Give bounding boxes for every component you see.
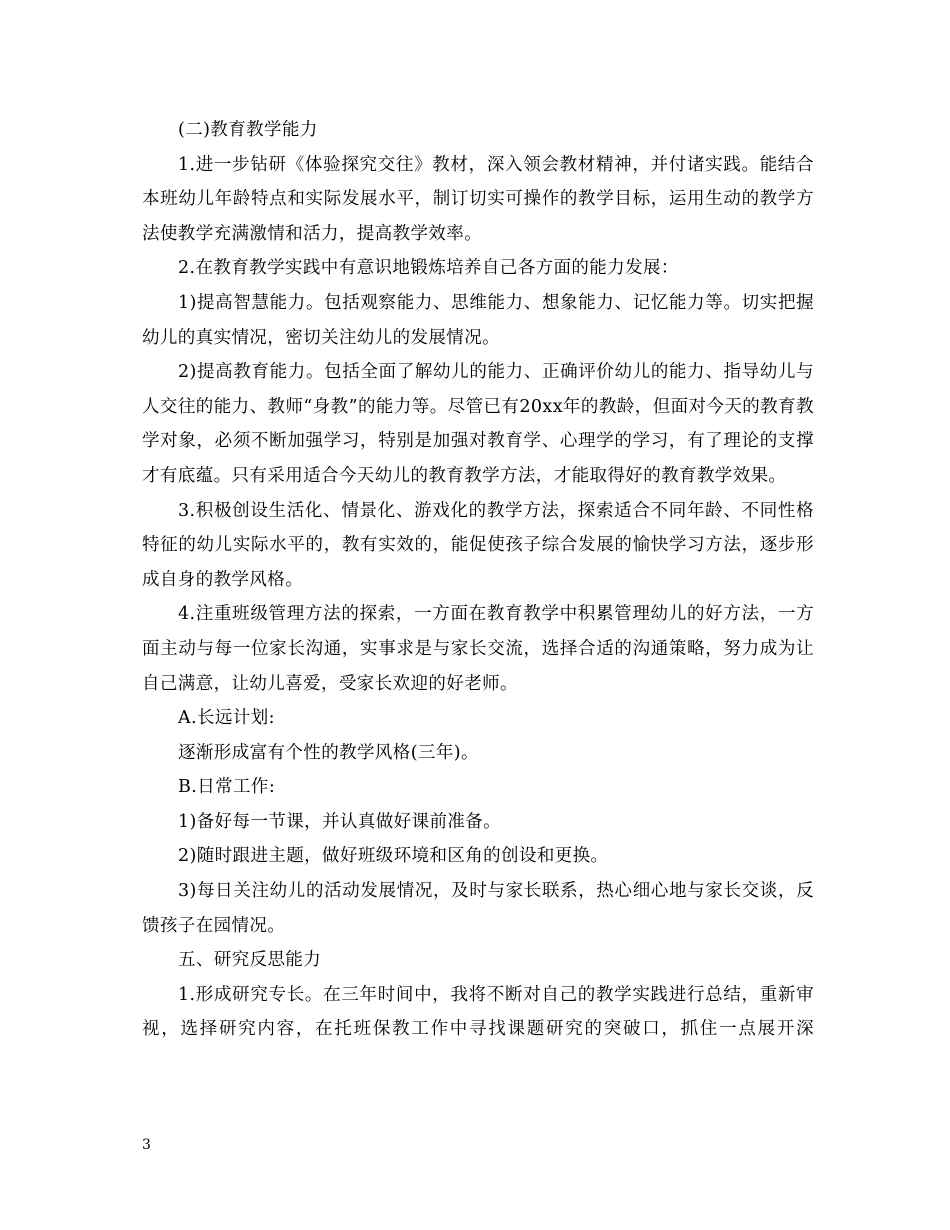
list-item-lesson-prep: 1)备好每一节课，并认真做好课前准备。 <box>178 811 502 832</box>
section-heading-teaching-ability: (二)教育教学能力 <box>178 120 318 140</box>
paragraph-textbook-study: 1.进一步钻研《体验探究交往》教材，深入领会教材精神，并付诸实践。能结合本班幼儿年龄特点和实际发展水平，制订切实可操作的教学目标，运用生动的教学方法使教学充满激情和活力，提高教学效率。 <box>142 154 814 244</box>
list-item-daily-attention: 3)每日关注幼儿的活动发展情况，及时与家长联系，热心细心地与家长交谈，反馈孩子在园情况。 <box>142 881 814 936</box>
paragraph-ability-development: 2.在教育教学实践中有意识地锻炼培养自己各方面的能力发展： <box>178 258 679 279</box>
paragraph-class-management: 4.注重班级管理方法的探索，一方面在教育教学中积累管理幼儿的好方法，一方面主动与每一位家长沟通，实事求是与家长交流，选择合适的沟通策略，努力成为让自己满意，让幼儿喜爱，受家长欢迎的好老师。 <box>142 604 814 694</box>
paragraph-wisdom-ability: 1)提高智慧能力。包括观察能力、思维能力、想象能力、记忆能力等。切实把握幼儿的真实情况，密切关注幼儿的发展情况。 <box>142 292 814 348</box>
subheading-daily-work: B.日常工作: <box>178 777 276 798</box>
document-body <box>142 113 814 1047</box>
paragraph-research-specialty: 1.形成研究专长。在三年时间中，我将不断对自己的教学实践进行总结，重新审视，选择研究内容，在托班保教工作中寻找课题研究的突破口，抓住一点展开深 <box>142 984 814 1040</box>
list-item-theme-follow-up: 2)随时跟进主题，做好班级环境和区角的创设和更换。 <box>178 846 609 867</box>
paragraph-teaching-methods: 3.积极创设生活化、情景化、游戏化的教学方法，探索适合不同年龄、不同性格特征的幼儿实际水平的，教有实效的，能促使孩子综合发展的愉快学习方法，逐步形成自身的教学风格。 <box>142 500 814 590</box>
subheading-long-term-plan: A.长远计划: <box>178 708 275 729</box>
paragraph-long-term-plan: 逐渐形成富有个性的教学风格(三年)。 <box>178 742 479 763</box>
section-heading-research-reflection: 五、研究反思能力 <box>178 950 322 971</box>
page-number: 3 <box>142 1137 151 1153</box>
paragraph-education-ability: 2)提高教育能力。包括全面了解幼儿的能力、正确评价幼儿的能力、指导幼儿与人交往的能力、教师“身教”的能力等。尽管已有20xx年的教龄，但面对今天的教育教学对象，必须不断加强学习，特别是加强对教育学、心理学的学习，有了理论的支撑才有底蕴。只有采用适合今天幼儿的教育教学方法，才能取得好的教育教学效果。 <box>142 362 814 486</box>
